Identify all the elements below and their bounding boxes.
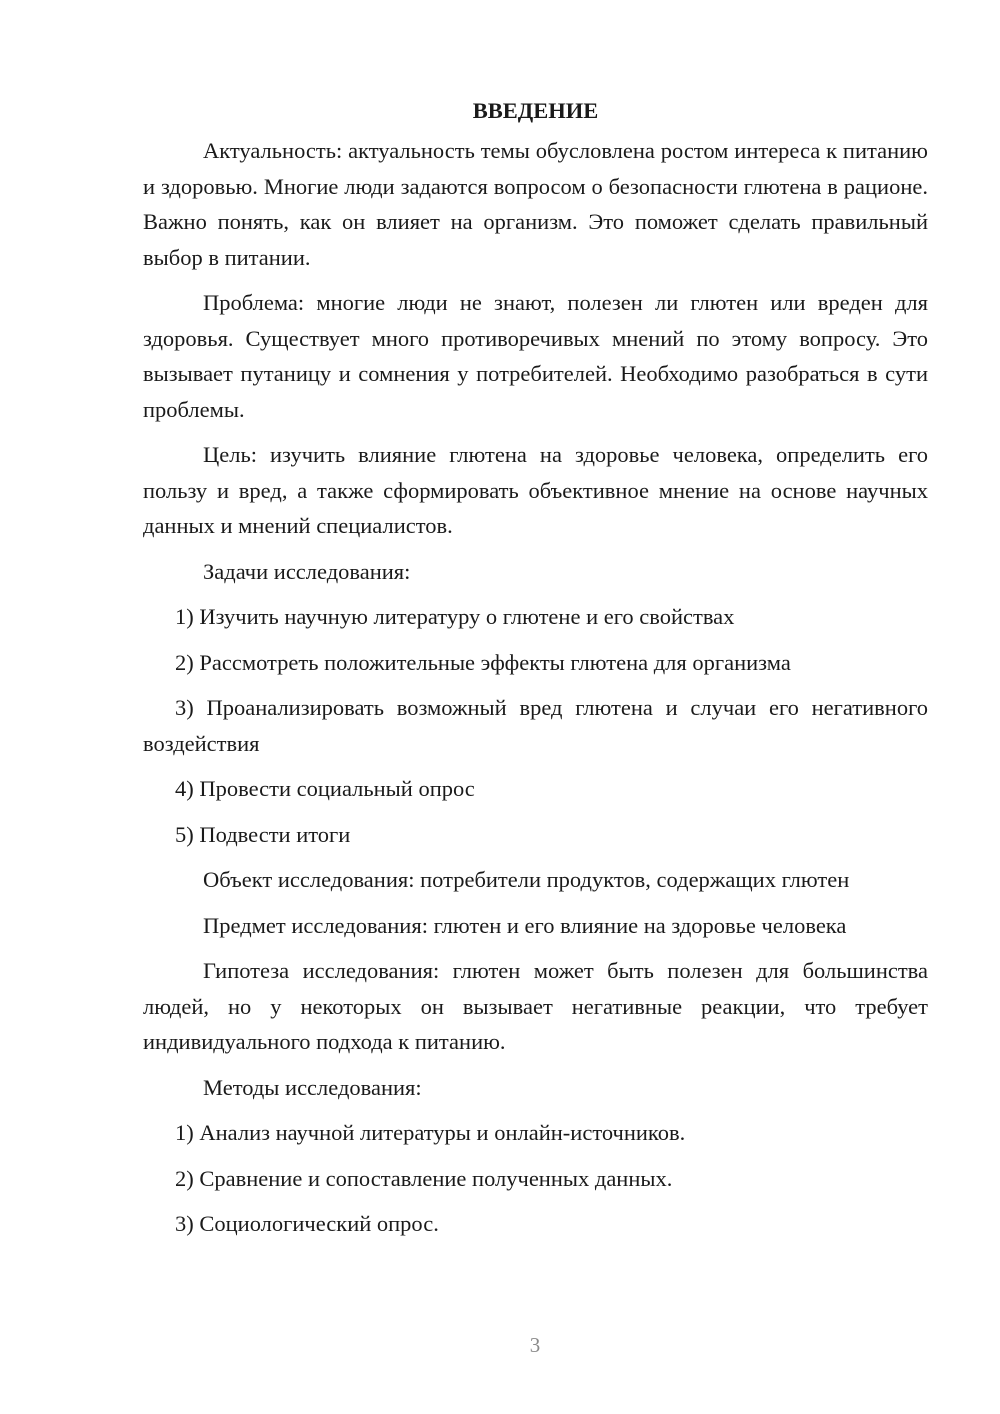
task-item: 5) Подвести итоги (175, 821, 351, 847)
hypothesis-paragraph: Гипотеза исследования: глютен может быть полезен для большинства людей, но у некоторых он вызывает негативные реакции, что требует индивидуального подхода к питанию. (143, 958, 928, 1054)
research-object: Объект исследования: потребители продуктов, содержащих глютен (203, 867, 850, 892)
methods-heading: Методы исследования: (203, 1074, 422, 1100)
goal-paragraph: Цель: изучить влияние глютена на здоровье человека, определить его пользу и вред, а также сформировать объективное мнение на основе научных данных и мнений специалистов. (143, 442, 928, 538)
page-number: 3 (529, 1333, 541, 1357)
method-item: 3) Социологический опрос. (175, 1211, 439, 1236)
task-item: 4) Провести социальный опрос (175, 776, 475, 801)
task-item: 1) Изучить научную литературу о глютене и его свойствах (175, 604, 735, 629)
research-subject: Предмет исследования: глютен и его влияние на здоровье человека (203, 912, 847, 938)
method-item: 2) Сравнение и сопоставление полученных данных. (175, 1165, 673, 1191)
task-item: 2) Рассмотреть положительные эффекты глютена для организма (175, 649, 791, 675)
section-title: ВВЕДЕНИЕ (472, 98, 599, 123)
task-item: 3) Проанализировать возможный вред глютена и случаи его негативного воздействия (143, 695, 928, 756)
problem-paragraph: Проблема: многие люди не знают, полезен ли глютен или вреден для здоровья. Существует много противоречивых мнений по этому вопросу. Это вызывает путаницу и сомнения у потребителей. Необходимо разобраться в сути проблемы. (143, 290, 928, 422)
page-content (143, 93, 928, 1252)
method-item: 1) Анализ научной литературы и онлайн-источников. (175, 1120, 686, 1145)
relevance-paragraph: Актуальность: актуальность темы обусловлена ростом интереса к питанию и здоровью. Многие люди задаются вопросом о безопасности глютена в рационе. Важно понять, как он влияет на организм. Это поможет сделать правильный выбор в питании. (143, 138, 928, 270)
tasks-heading: Задачи исследования: (203, 558, 411, 584)
